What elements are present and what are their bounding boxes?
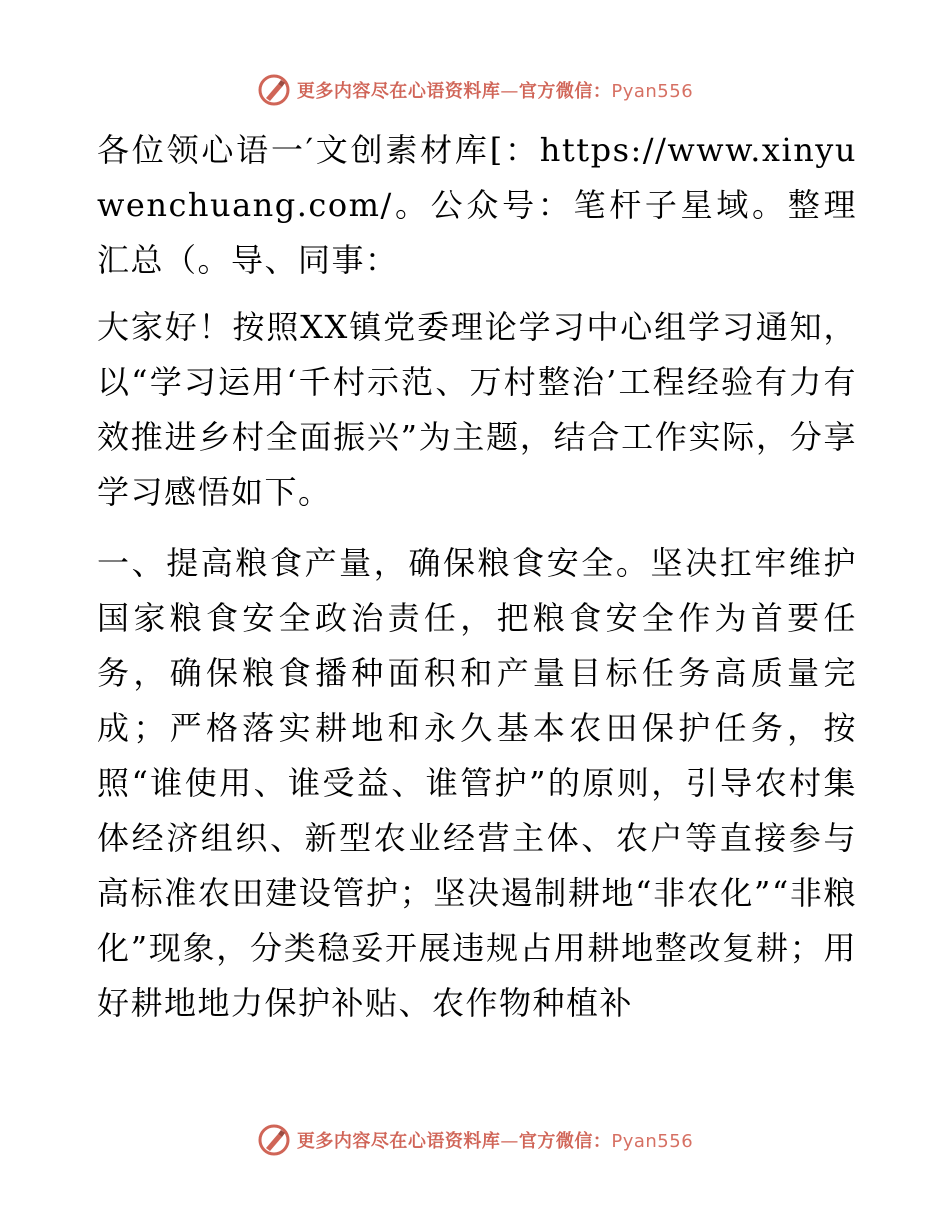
paragraph-greeting: 各位领心语一′文创素材库[：https://www.xinyuwenchuang.com/。公众号：笔杆子星域。整理汇总（。导、同事： xyxy=(97,131,857,279)
watermark-separator: — xyxy=(500,81,519,102)
pen-logo-icon xyxy=(257,73,291,107)
header-watermark xyxy=(0,70,950,110)
watermark-text xyxy=(297,77,693,103)
footer-watermark xyxy=(0,1120,950,1160)
paragraph-section-one: 一、提高粮食产量，确保粮食安全。坚决扛牢维护国家粮食安全政治责任，把粮食安全作为首要任务，确保粮食播种面积和产量目标任务高质量完成；严格落实耕地和永久基本农田保护任务，按照“谁使用、谁受益、谁管护”的原则，引导农村集体经济组织、新型农业经营主体、农户等直接参与高标准农田建设管护；坚决遏制耕地“非农化”“非粮化”现象，分类稳妥开展违规占用耕地整改复耕；用好耕地地力保护补贴、农作物种植补 xyxy=(97,544,857,1022)
watermark-account-id: Pyan556 xyxy=(611,81,694,102)
paragraph-intro: 大家好！按照XX镇党委理论学习中心组学习通知，以“学习运用‘千村示范、万村整治’工程经验有力有效推进乡村全面振兴”为主题，结合工作实际，分享学习感悟如下。 xyxy=(97,308,857,511)
watermark-account-id: Pyan556 xyxy=(611,1131,694,1152)
pen-logo-icon xyxy=(257,1123,291,1157)
watermark-account-label: 官方微信： xyxy=(518,1131,612,1152)
watermark-separator: — xyxy=(500,1131,519,1152)
document-body xyxy=(97,123,857,1031)
watermark-main: 更多内容尽在心语资料库 xyxy=(296,1131,501,1152)
watermark-text xyxy=(297,1127,693,1153)
watermark-main: 更多内容尽在心语资料库 xyxy=(296,81,501,102)
watermark-account-label: 官方微信： xyxy=(518,81,612,102)
